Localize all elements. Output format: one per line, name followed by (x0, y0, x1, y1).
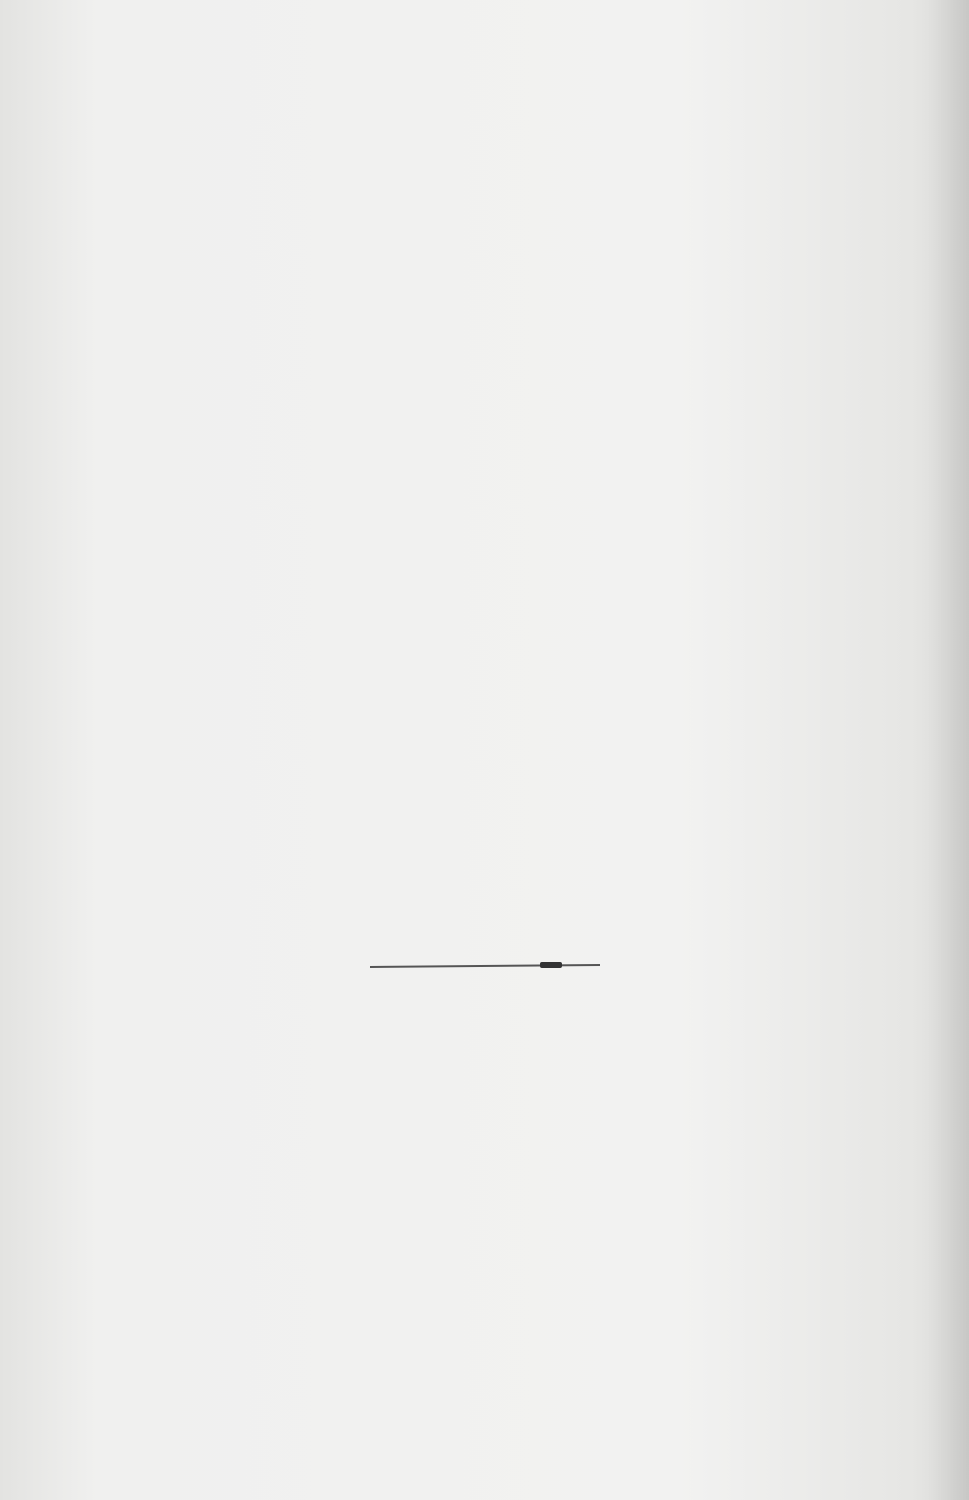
section-divider (370, 964, 600, 968)
page-edge-shadow (927, 0, 969, 1500)
text-block-top (180, 160, 910, 183)
section-divider-ornament (540, 962, 562, 968)
text-block-bottom (190, 1051, 925, 1060)
